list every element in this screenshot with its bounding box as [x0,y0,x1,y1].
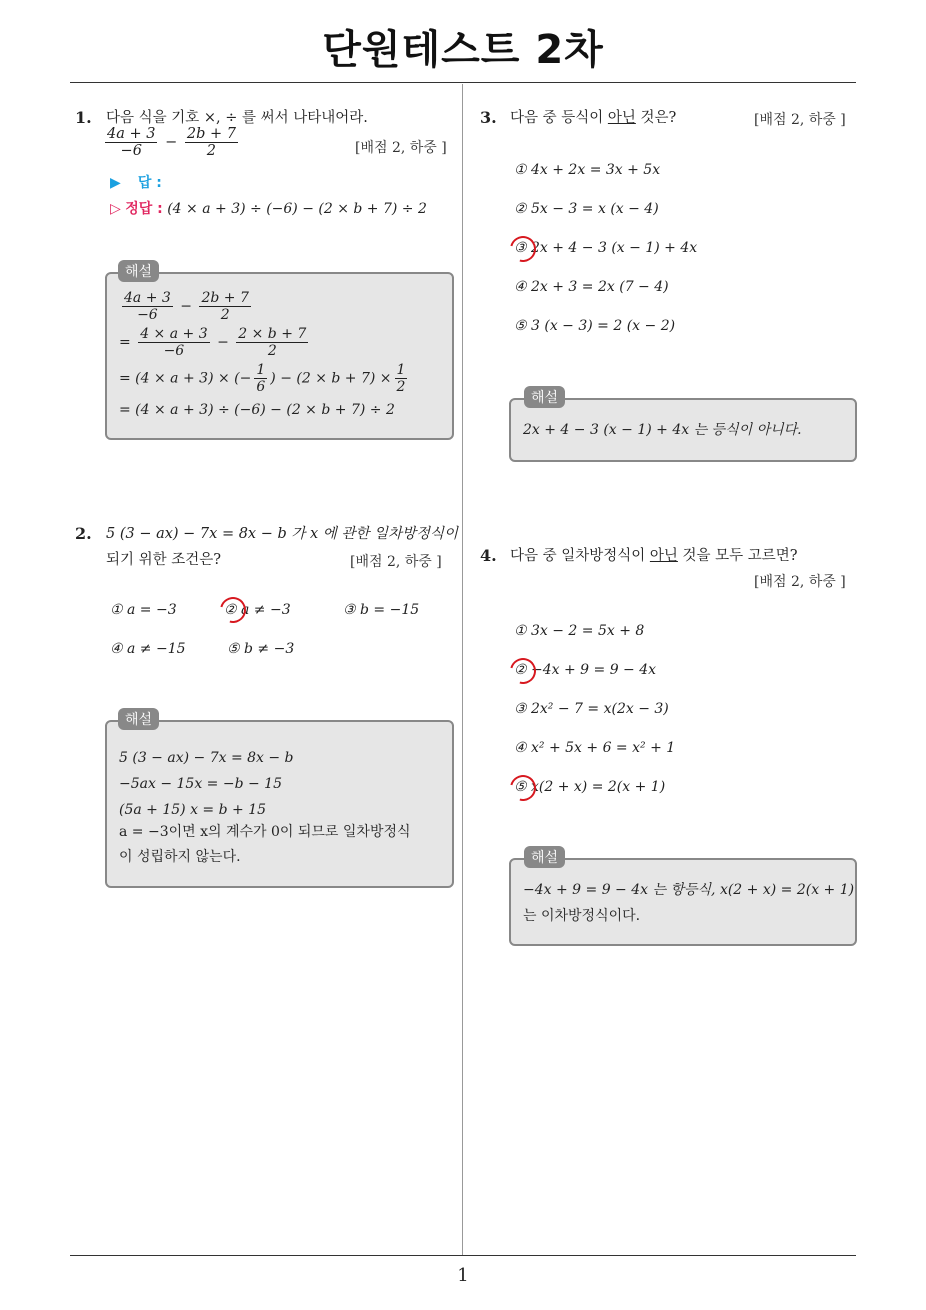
q2-explain-line5: 이 성립하지 않는다. [119,849,241,865]
column-divider [462,84,463,1256]
q2-explain-line4: a = −3이면 x의 계수가 0이 되므로 일차방정식 [119,824,411,840]
q2-explain-line1: 5 (3 − ax) − 7x = 8x − b [119,750,294,766]
q2-choice-1[interactable]: ① a = −3 [110,602,177,618]
q3-explanation-box [509,398,857,462]
q2-explain-line2: −5ax − 15x = −b − 15 [119,776,282,792]
q2-explain-tag: 해설 [118,708,159,730]
q1-text: 다음 식을 기호 ×, ÷ 를 써서 나타내어라. [106,110,368,126]
q1-number: 1. [75,108,92,127]
q1-explain-line1: $\frac{4a + 3}{-6}$ − $\frac{2b + 7}{2}$ [124,290,249,323]
q2-explain-line3: (5a + 15) x = b + 15 [119,802,267,818]
q2-choice-4[interactable]: ④ a ≠ −15 [110,641,186,657]
header-rule [70,82,856,83]
q1-explain-line2: = $\frac{4 \times a + 3}{-6}$ − $\frac{2 \times b + 7}{2}$ [119,326,307,359]
q4-explain-line1: −4x + 9 = 9 − 4x 는 항등식, x(2 + x) = 2(x + 1) [523,882,855,898]
q2-line2: 되기 위한 조건은? [106,552,222,568]
q4-explain-tag: 해설 [524,846,565,868]
q3-meta: [배점 2, 하중 ] [754,112,846,128]
q2-meta: [배점 2, 하중 ] [350,554,442,570]
q3-choice-4[interactable]: ④ 2x + 3 = 2x (7 − 4) [514,279,669,295]
q4-choice-2[interactable]: ② −4x + 9 = 9 − 4x [514,662,657,678]
q2-explanation-box [105,720,454,888]
play-icon: ▶ [110,175,121,191]
outline-play-icon: ▷ [110,201,121,217]
q3-choice-5[interactable]: ⑤ 3 (x − 3) = 2 (x − 2) [514,318,676,334]
q2-answer-circle-mark [215,592,251,628]
q3-choice-3[interactable]: ③ 2x + 4 − 3 (x − 1) + 4x [514,240,698,256]
q1-answer-head: ▶ 답 : [110,175,162,191]
q1-expression: $\frac{4a + 3}{-6}$ − $\frac{2b + 7}{2}$ [107,126,236,159]
q1-explain-tag: 해설 [118,260,159,282]
q4-answer-circle-mark-2 [505,653,541,689]
q4-meta: [배점 2, 하중 ] [754,574,846,590]
page-title: 단원테스트 2차 [322,27,604,73]
q1-meta: [배점 2, 하중 ] [355,140,447,156]
q4-explain-line2: 는 이차방정식이다. [523,908,641,924]
q1-correct-answer: ▷ 정답 : (4 × a + 3) ÷ (−6) − (2 × b + 7) ÷ 2 [110,201,427,217]
q3-choice-2[interactable]: ② 5x − 3 = x (x − 4) [514,201,659,217]
q2-line1: 5 (3 − ax) − 7x = 8x − b 가 x 에 관한 일차방정식이 [106,526,459,542]
q3-explain-line1: 2x + 4 − 3 (x − 1) + 4x 는 등식이 아니다. [523,422,802,438]
q4-text: 다음 중 일차방정식이 아닌 것을 모두 고르면? [510,548,798,564]
q3-answer-circle-mark [505,231,541,267]
q4-explanation-box [509,858,857,946]
page-number: 1 [457,1265,469,1286]
q2-number: 2. [75,524,92,543]
q2-choice-5[interactable]: ⑤ b ≠ −3 [227,641,295,657]
q1-explanation-box [105,272,454,440]
q4-choice-3[interactable]: ③ 2x² − 7 = x(2x − 3) [514,701,669,717]
footer-rule [70,1255,856,1256]
q4-answer-circle-mark-5 [505,770,541,806]
q3-explain-tag: 해설 [524,386,565,408]
q3-number: 3. [480,108,497,127]
q4-choice-4[interactable]: ④ x² + 5x + 6 = x² + 1 [514,740,676,756]
q3-choice-1[interactable]: ① 4x + 2x = 3x + 5x [514,162,661,178]
q1-explain-line4: = (4 × a + 3) ÷ (−6) − (2 × b + 7) ÷ 2 [119,402,395,418]
q4-choice-1[interactable]: ① 3x − 2 = 5x + 8 [514,623,645,639]
q2-choice-2[interactable]: ② a ≠ −3 [224,602,291,618]
q1-explain-line3: = (4 × a + 3) × (− $\frac{1}{6}$ ) − (2 × b + 7) × $\frac{1}{2}$ [119,362,406,395]
q3-text: 다음 중 등식이 아닌 것은? [510,110,677,126]
q4-number: 4. [480,546,497,565]
q2-choice-3[interactable]: ③ b = −15 [343,602,420,618]
q4-choice-5[interactable]: ⑤ x(2 + x) = 2(x + 1) [514,779,666,795]
